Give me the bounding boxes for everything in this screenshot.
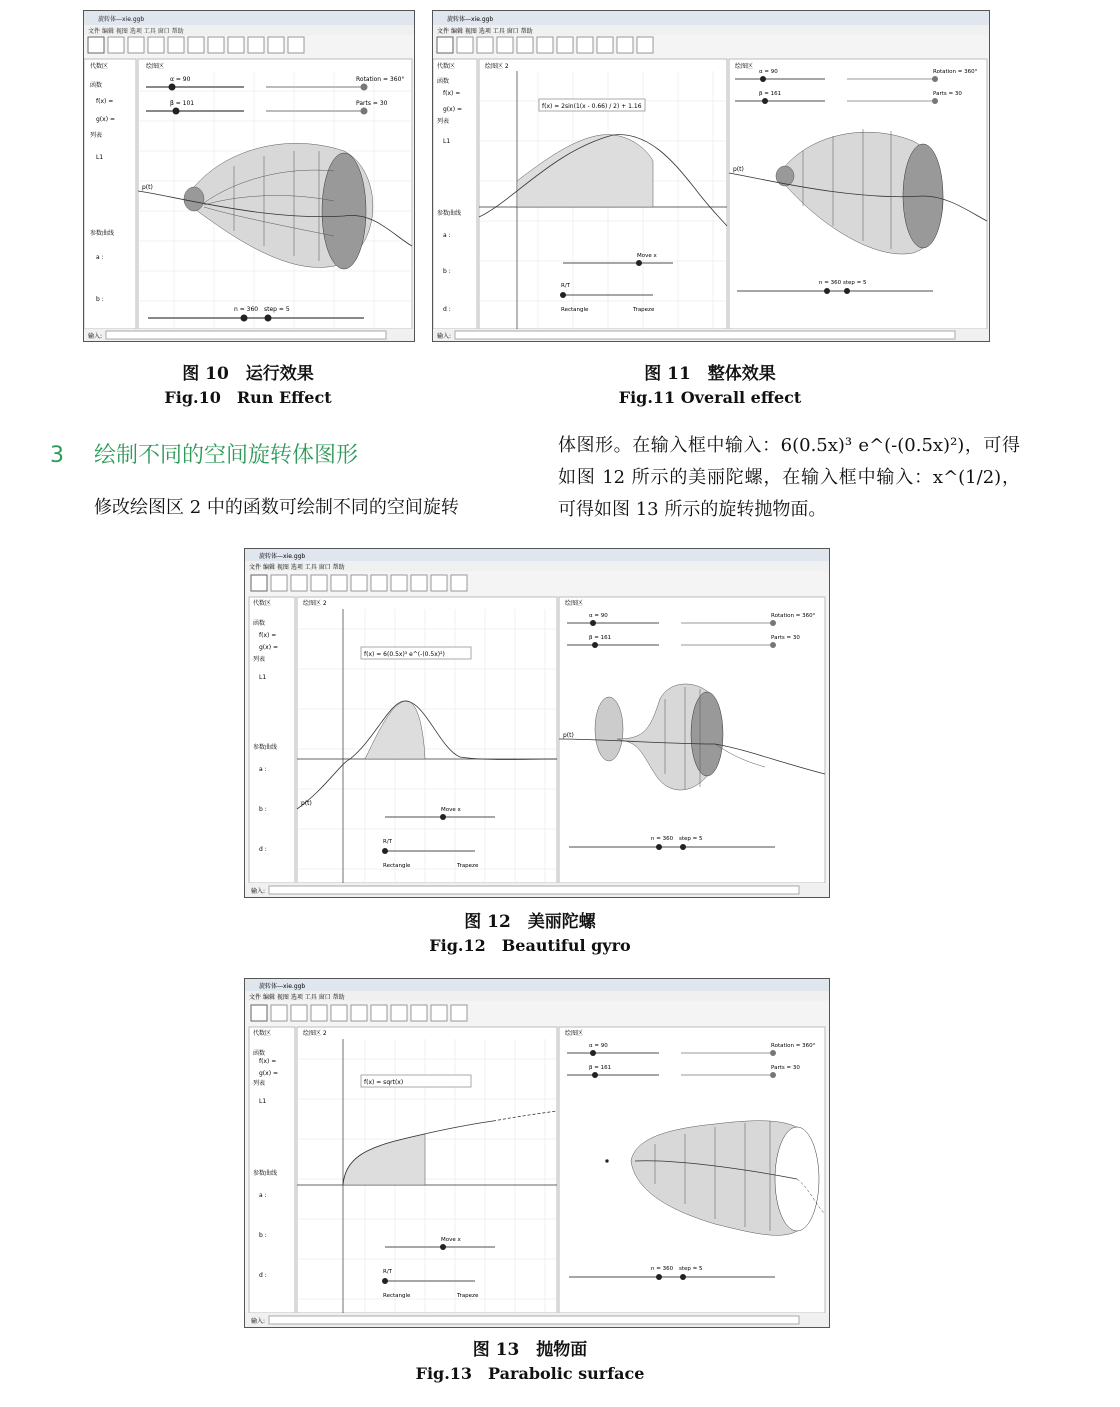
fig13-input-label: 输入: [251,1318,266,1325]
fig10-caption-cn: 图 10 运行效果 [182,364,314,384]
fig12-alg-func: 函数 [253,620,266,627]
svg-text:Rectangle: Rectangle [383,863,411,869]
svg-text:step = 5: step = 5 [679,1266,703,1272]
svg-text:β = 161: β = 161 [589,1065,612,1071]
figure-12-caption [380,910,680,958]
fig13-graphics-title: 绘图区 [565,1030,584,1037]
fig12-algebra-title: 代数区 [253,600,272,607]
fig12-curve-label-2: p(t) [301,800,312,807]
fig12-caption-cn: 图 12 美丽陀螺 [464,912,596,932]
fig13-input-field[interactable] [269,1316,799,1324]
fig11-alg-param: 参数曲线 [437,210,462,217]
svg-text:α = 90: α = 90 [759,69,778,75]
fig11-input-label: 输入: [437,333,452,340]
fig10-alg-func: 函数 [90,82,103,89]
fig12-window [245,549,829,897]
fig13-algebra-title: 代数区 [253,1030,272,1037]
fig10-alg-g[interactable]: g(x) = [96,116,115,123]
figure-11-caption [560,362,860,410]
fig13-alg-g[interactable]: g(x) = [259,1070,278,1077]
fig13-alg-b[interactable]: b : [259,1232,267,1239]
fig13-alg-f[interactable]: f(x) = [259,1058,277,1065]
fig12-toolbar[interactable] [251,575,467,591]
svg-text:n = 360: n = 360 [234,306,259,313]
fig11-alg-L1[interactable]: L1 [443,138,451,145]
fig10-caption-en: Fig.10 Run Effect [164,388,332,407]
fig11-alg-g[interactable]: g(x) = [443,106,462,113]
svg-text:α = 90: α = 90 [589,1043,608,1049]
fig11-graphics-title: 绘图区 [735,63,754,70]
fig13-window-title: 旋转体—xie.ggb [259,983,306,990]
svg-text:Rotation = 360°: Rotation = 360° [356,76,405,83]
fig10-window-title: 旋转体—xie.ggb [98,16,145,23]
fig13-formula: f(x) = sqrt(x) [364,1079,404,1086]
paragraph-right: 体图形。在输入框中输入：6(0.5x)³ e^(-(0.5x)²)，可得如图 12 所示的美丽陀螺，在输入框中输入：x^(1/2)，可得如图 13 所示的旋转抛物面。 [558,435,1020,520]
fig10-alg-a[interactable]: a : [96,254,104,261]
svg-text:Rectangle: Rectangle [383,1293,411,1299]
figure-13-caption [380,1338,680,1386]
svg-text:α = 90: α = 90 [589,613,608,619]
svg-text:Parts = 30: Parts = 30 [771,1065,800,1071]
fig13-alg-a[interactable]: a : [259,1192,267,1199]
fig10-alg-f[interactable]: f(x) = [96,98,114,105]
fig12-input-label: 输入: [251,888,266,895]
svg-text:Rotation = 360°: Rotation = 360° [771,1043,816,1049]
fig10-menu: 文件 编辑 视图 选项 工具 窗口 帮助 [88,28,184,35]
fig13-alg-func: 函数 [253,1050,266,1057]
fig10-graphics-title: 绘图区 [146,63,165,70]
svg-text:Parts = 30: Parts = 30 [356,100,388,107]
svg-text:n = 360: n = 360 [651,836,674,842]
svg-text:Trapeze: Trapeze [457,1293,479,1299]
figure-13-screenshot [244,978,830,1328]
fig10-alg-list: 列表 [90,132,103,139]
svg-text:R/T: R/T [383,839,393,845]
svg-text:β = 161: β = 161 [759,91,782,97]
figure-10-caption [83,362,413,410]
svg-text:Trapeze: Trapeze [633,307,655,313]
fig11-alg-f[interactable]: f(x) = [443,90,461,97]
fig13-caption-cn: 图 13 抛物面 [472,1340,588,1360]
fig11-algebra-title: 代数区 [437,63,456,70]
fig12-alg-a[interactable]: a : [259,766,267,773]
fig10-alg-L1[interactable]: L1 [96,154,104,161]
svg-text:Trapeze: Trapeze [457,863,479,869]
fig12-alg-L1[interactable]: L1 [259,674,267,681]
fig10-curve-label: p(t) [142,184,153,191]
svg-text:n = 360: n = 360 [651,1266,674,1272]
svg-text:β = 161: β = 161 [589,635,612,641]
svg-text:Parts = 30: Parts = 30 [933,91,962,97]
fig11-input-field[interactable] [455,331,955,339]
fig13-window [245,979,829,1327]
fig13-caption-en: Fig.13 Parabolic surface [415,1364,645,1383]
fig11-alg-list: 列表 [437,118,450,125]
section-number: 3 [50,443,64,468]
svg-text:Rotation = 360°: Rotation = 360° [933,69,978,75]
fig10-input-label: 输入: [88,333,103,340]
fig10-alg-param: 参数曲线 [90,230,115,237]
paragraph-left: 修改绘图区 2 中的函数可绘制不同的空间旋转 [94,497,459,518]
figure-10-screenshot [83,10,415,342]
fig11-window [433,11,989,341]
svg-text:step = 5: step = 5 [264,306,290,313]
fig10-algebra-panel-title: 代数区 [90,63,109,70]
fig13-graphics2-title: 绘图区 2 [303,1030,327,1037]
svg-text:n = 360: n = 360 [819,280,842,286]
fig11-alg-b[interactable]: b : [443,268,451,275]
fig12-alg-f[interactable]: f(x) = [259,632,277,639]
fig10-toolbar[interactable] [88,37,304,53]
svg-text:step = 5: step = 5 [843,280,867,286]
section-heading [50,438,358,469]
fig12-input-field[interactable] [269,886,799,894]
fig11-alg-d[interactable]: d : [443,306,451,313]
fig13-alg-param: 参数曲线 [253,1170,278,1177]
fig11-formula: f(x) = 2sin(1(x - 0.66) / 2) + 1.16 [542,103,642,110]
fig10-window [84,11,414,341]
fig12-menu: 文件 编辑 视图 选项 工具 窗口 帮助 [249,564,345,571]
fig12-window-title: 旋转体—xie.ggb [259,553,306,560]
svg-text:Parts = 30: Parts = 30 [771,635,800,641]
svg-text:α = 90: α = 90 [170,76,191,83]
fig11-graphics2-title: 绘图区 2 [485,63,509,70]
svg-text:R/T: R/T [561,283,571,289]
fig13-alg-list: 列表 [253,1080,266,1087]
svg-text:Rectangle: Rectangle [561,307,589,313]
fig13-alg-L1[interactable]: L1 [259,1098,267,1105]
fig12-graphics2-title: 绘图区 2 [303,600,327,607]
fig12-alg-g[interactable]: g(x) = [259,644,278,651]
fig11-alg-func: 函数 [437,78,450,85]
fig12-formula: f(x) = 6(0.5x)³ e^(-(0.5x)²) [364,651,445,658]
fig13-alg-d[interactable]: d : [259,1272,267,1279]
fig10-input-field[interactable] [106,331,386,339]
figure-11-screenshot [432,10,990,342]
fig12-alg-list: 列表 [253,656,266,663]
svg-text:Move x: Move x [637,253,657,259]
fig12-alg-b[interactable]: b : [259,806,267,813]
fig11-toolbar[interactable] [437,37,653,53]
section-title: 绘制不同的空间旋转体图形 [94,443,359,468]
fig12-curve-label: p(t) [563,732,574,739]
svg-text:step = 5: step = 5 [679,836,703,842]
fig11-menu: 文件 编辑 视图 选项 工具 窗口 帮助 [437,28,533,35]
svg-text:β = 101: β = 101 [170,100,195,107]
fig11-caption-cn: 图 11 整体效果 [644,364,776,384]
svg-text:R/T: R/T [383,1269,393,1275]
fig12-alg-d[interactable]: d : [259,846,267,853]
svg-text:Rotation = 360°: Rotation = 360° [771,613,816,619]
fig11-alg-a[interactable]: a : [443,232,451,239]
fig11-curve-label: p(t) [733,166,744,173]
fig11-caption-en: Fig.11 Overall effect [618,388,802,407]
fig10-alg-b[interactable]: b : [96,296,104,303]
svg-text:Move x: Move x [441,1237,461,1243]
fig12-caption-en: Fig.12 Beautiful gyro [429,936,631,955]
fig11-window-title: 旋转体—xie.ggb [447,16,494,23]
figure-12-screenshot [244,548,830,898]
fig12-graphics-title: 绘图区 [565,600,584,607]
fig13-menu: 文件 编辑 视图 选项 工具 窗口 帮助 [249,994,345,1001]
svg-text:Move x: Move x [441,807,461,813]
fig12-alg-param: 参数曲线 [253,744,278,751]
fig13-toolbar[interactable] [251,1005,467,1021]
